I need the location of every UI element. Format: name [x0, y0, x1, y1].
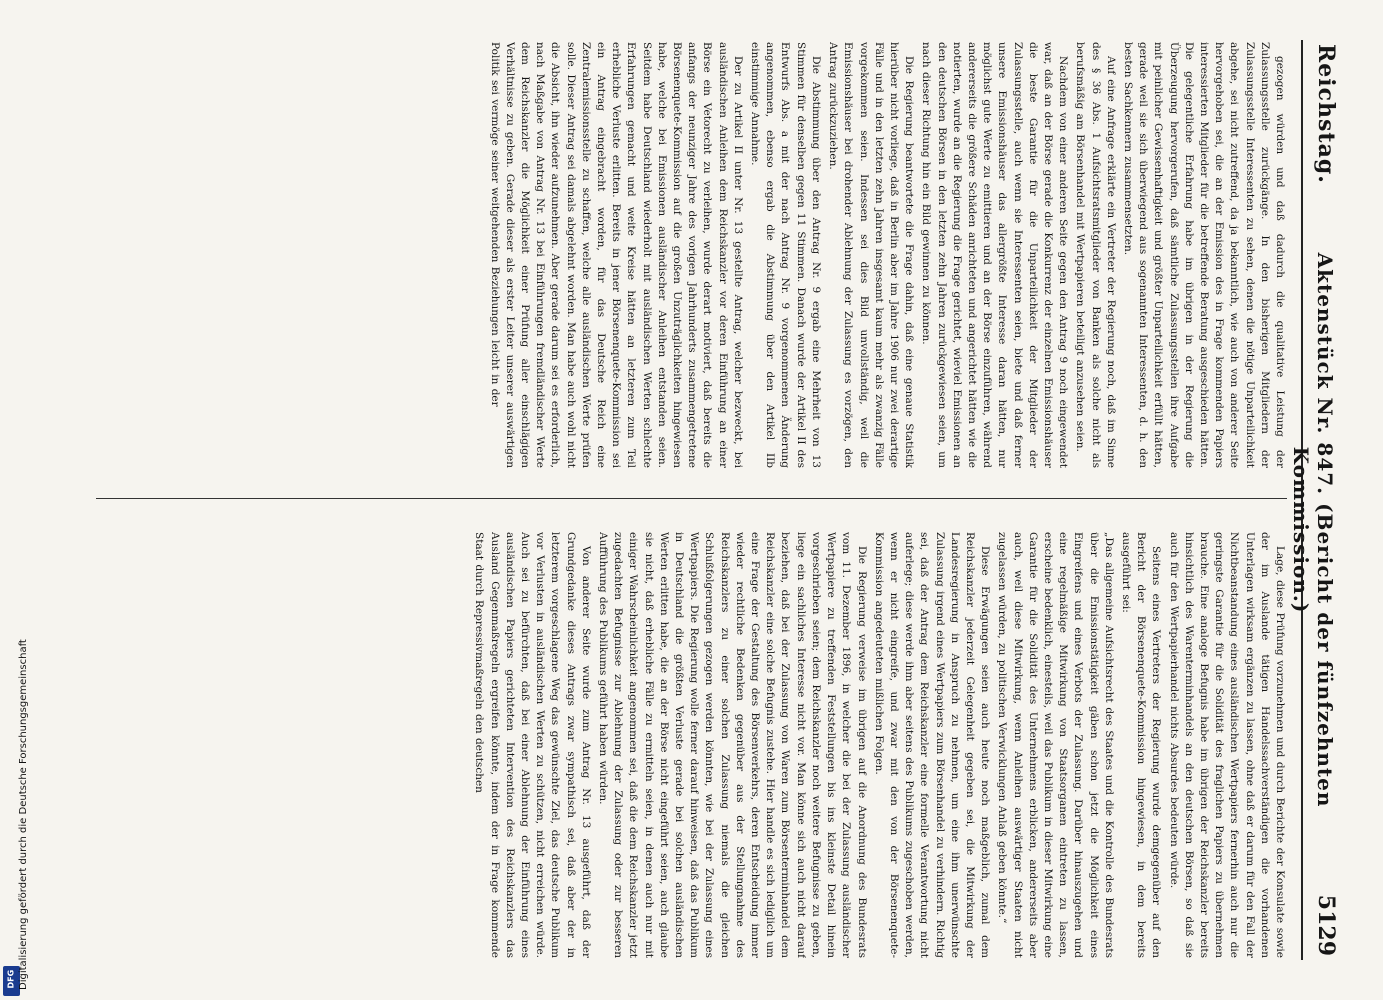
page-number: 5129 — [1313, 894, 1339, 956]
running-head-title: Aktenstück Nr. 847. (Bericht der fünfzehnten Kommission.) — [1289, 252, 1337, 808]
paragraph: Lage, diese Prüfung vorzunehmen und durch Berichte der Konsulate sowie der im Auslande tätigen Handelssachverständigen die vorhandenen Unterlagen wirksam ergänzen zu lassen, ohne daß er darum für den Fall der Nichtbeanstandung eines ausländischen Wertpapiers fernerhin auch nur die geringste Garantie für die Solidität des fraglichen Papiers zu übernehmen brauche. Eine analoge Befugnis habe im übrigen der Reichskanzler bereits hinsichtlich des Warenterminhandels an den deutschen Börsen, so daß sie auch für den Wertpapierhandel nichts Absurdes bedeuten würde. — [1167, 532, 1286, 958]
column-divider — [96, 498, 1287, 499]
paragraph: Der zu Artikel II unter Nr. 13 gestellte Antrag, welcher bezweckt, bei ausländischen Anleihen dem Reichskanzler vor deren Einführung an einer Börse ein Vetorecht zu verleihen, wurde derart motiviert, daß bereits die anfangs der neunziger Jahre des vorigen Jahrhunderts zusammengetretene Börsenenquete-Kommission auf die großen Unzuträglichkeiten hingewiesen habe, welche bei Emissionen ausländischer Anleihen entstanden seien. Seitdem habe Deutschland wiederholt mit ausländischen Werten schlechte Erfahrungen gemacht und weite Kreise hätten an letzteren zum Teil erhebliche Verluste erlitten. Bereits in jener Börsenenquete-Kommission sei ein Antrag eingebracht worden, für das Deutsche Reich eine Zentralemissionsstelle zu schaffen, welche alle ausländischen Werte prüfen solle. Dieser Antrag sei damals abgelehnt worden. Man habe auch wohl nicht die Absicht, ihn wieder aufzunehmen. Aber gerade darum sei es erforderlich, nach Maßgabe von Antrag Nr. 13 bei Einführungen fremdländischer Werte dem Reichskanzler die Möglichkeit einer Prüfung aller einschlägigen Verhältnisse zu geben. Gerade dieser als erster Leiter unserer auswärtigen Politik sei vermöge seiner weitgehenden Beziehungen leicht in der — [488, 42, 744, 468]
running-head-left: Reichstag. — [1313, 44, 1339, 184]
digitization-credit — [0, 0, 29, 1000]
running-header — [1289, 40, 1341, 960]
paragraph: Seitens eines Vertreters der Regierung wurde demgegenüber auf den Bericht der Börsenenquete-Kommission hingewiesen, in dem bereits ausgeführt sei: — [1119, 532, 1163, 958]
text-column-right — [96, 532, 1287, 958]
paragraph: Auf eine Anfrage erklärte ein Vertreter der Regierung noch, daß im Sinne des § 36 Abs. 1 Aufsichtsratsmitglieder von Banken als solche nicht als berufsmäßig am Börsenhandel mit Wertpapieren beteiligt anzusehen seien. — [1074, 42, 1117, 468]
paragraph: Die Regierung verweise im übrigen auf die Anordnung des Bundesrats vom 11. Dezember 1896, in welcher die bei der Zulassung ausländischer Wertpapiere zu treffenden Feststellungen bis ins kleinste Detail hinein vorgeschrieben seien; dem Reichskanzler noch weitere Befugnisse zu geben, liege ein sachliches Interesse nicht vor. Man könne sich auch nicht darauf beziehen, daß bei der Zulassung von Waren zum Börsenterminhandel dem Reichskanzler eine solche Befugnis zustehe. Hier handle es sich lediglich um eine Frage der Gestaltung des Börsenverkehrs, deren Entscheidung immer wieder rechtliche Bedenken gegenüber aus der Stellungnahme des Reichskanzlers zu einer solchen Zulassung niemals die gleichen Schlußfolgerungen gezogen werden könnten, wie bei der Zulassung eines Wertpapiers. Die Regierung wolle ferner darauf hinweisen, daß das Publikum in Deutschland die größten Verluste gerade bei solchen ausländischen Werten erlitten habe, die an der Börse nicht eingeführt seien, auch glaube sie nicht, daß erhebliche Fälle zu ermitteln seien, in denen auch nur mit einiger Wahrscheinlichkeit angenommen sei, daß die dem Reichskanzler jetzt zugedachten Befugnisse zur Ablehnung der Zulassung oder zur besseren Aufführung des Publikums geführt haben würden. — [597, 532, 868, 958]
text-column-left — [96, 42, 1287, 468]
quoted-paragraph: „Das allgemeine Aufsichtsrecht des Staates und die Kontrolle des Bundesrats über die Emissionstätigkeit gäben schon jetzt die Möglichkeit eines Eingreifens und eines Verbots der Zulassung. Darüber hinauszugehen und eine regelmäßige Mitwirkung von Staatsorganen eintreten zu lassen, erscheine bedenklich, einesteils, weil das Publikum in dieser Mitwirkung eine Garantie für die Solidität des Unternehmens erblicken, andererseits aber auch, weil diese Mitwirkung, wenn Anleihen auswärtiger Staaten nicht zugelassen würden, zu politischen Verwicklungen Anlaß geben könnte.“ — [996, 532, 1115, 958]
paragraph: gezogen würden und daß dadurch die qualitative Leistung der Zulassungsstelle zurückgänge. In den bisherigen Mitgliedern der Zulassungsstelle Interessenten zu sehen, denen die nötige Unparteilichkeit abgehe, sei nicht zutreffend, da ja bekanntlich, wie auch von anderer Seite hervorgehoben sei, die an der Emission des in Frage kommenden Papiers interessierten Mitglieder für die betreffende Beratung ausgeschieden hätten. Die gelegentliche Erfahrung habe im übrigen in der Regierung die Überzeugung hervorgerufen, daß sämtliche Zulassungsstellen ihre Aufgabe mit peinlicher Gewissenhaftigkeit und größter Unparteilichkeit erfüllt hätten, gerade weil sie sich überwiegend aus sogenannten Interessenten, d. h. den besten Sachkennern zusammensetzten. — [1121, 42, 1286, 468]
paragraph: Die Abstimmung über den Antrag Nr. 9 ergab eine Mehrheit von 13 Stimmen für denselben gegen 11 Stimmen. Danach wurde der Artikel II des Entwurfs Abs. a mit der nach Antrag Nr. 9 vorgenommenen Änderung angenommen, ebenso ergab die Abstimmung über den Artikel IIb einstimmige Annahme. — [749, 42, 822, 468]
credit-text: Digitalisierung gefördert durch die Deutsche Forschungsgemeinschaft — [18, 639, 29, 990]
paragraph: Von anderer Seite wurde zum Antrag Nr. 13 ausgeführt, daß der Grundgedanke dieses Antrags zwar sympathisch sei, daß aber der in letzterem vorgeschlagene Weg das gewünschte Ziel, das deutsche Publikum vor Verlusten in ausländischen Werten zu schützen, nicht erreichen würde. Auch sei zu befürchten, daß bei einer Ablehnung der Einführung eines ausländischen Papiers gerichteten Intervention des Reichskanzlers das Ausland Gegenmaßregeln ergreifen könnte, indem der in Frage kommende Staat durch Repressivmaßregeln den deutschen — [473, 532, 592, 958]
paragraph: Die Regierung beantwortete die Frage dahin, daß eine genaue Statistik hierüber nicht vorliege, daß in Berlin aber im Jahre 1906 nur zwei derartige Fälle und in den letzten zehn Jahren insgesamt kaum mehr als zwanzig Fälle vorgekommen seien. Indessen sei dies Bild unvollständig, weil die Emissionshäuser bei drohender Ablehnung der Zulassung es vorzögen, den Antrag zurückzuziehen. — [827, 42, 916, 468]
dfg-logo-text: DFG — [6, 969, 16, 989]
paragraph: Nachdem von einer anderen Seite gegen den Antrag 9 noch eingewendet war, daß an der Börse gerade die Konkurrenz der einzelnen Emissionshäuser die beste Garantie für die Unparteilichkeit der Mitglieder der Zulassungsstelle, auch wenn sie Interessenten seien, biete und daß ferner unsere Emissionshäuser das allergrößte Interesse daran hätten, nur möglichst gute Werte zu emittieren und an der Börse einzuführen, während andererseits die größere Schäden anrichteten und angerichtet hätten wie die notierten, wurde an die Regierung die Frage gerichtet, wieviel Emissionen an den deutschen Börsen in den letzten zehn Jahren zurückgewiesen seien, um nach dieser Richtung hin ein Bild gewinnen zu können. — [920, 42, 1070, 468]
paragraph: Diese Erwägungen seien auch heute noch maßgeblich, zumal dem Reichskanzler jederzeit Gelegenheit gegeben sei, die Mitwirkung der Landesregierung in Anspruch zu nehmen, um eine ihm unerwünschte Zulassung irgend eines Wertpapiers zum Börsenhandel zu verhindern. Richtig sei, daß der Antrag dem Reichskanzler eine formelle Verantwortung nicht auferlege; diese werde ihm aber seitens des Publikums zugeschoben werden, wenn er nicht eingreife, und zwar mit den von der Börsenenquete-Kommission angedeuteten mißlichen Folgen. — [872, 532, 992, 958]
